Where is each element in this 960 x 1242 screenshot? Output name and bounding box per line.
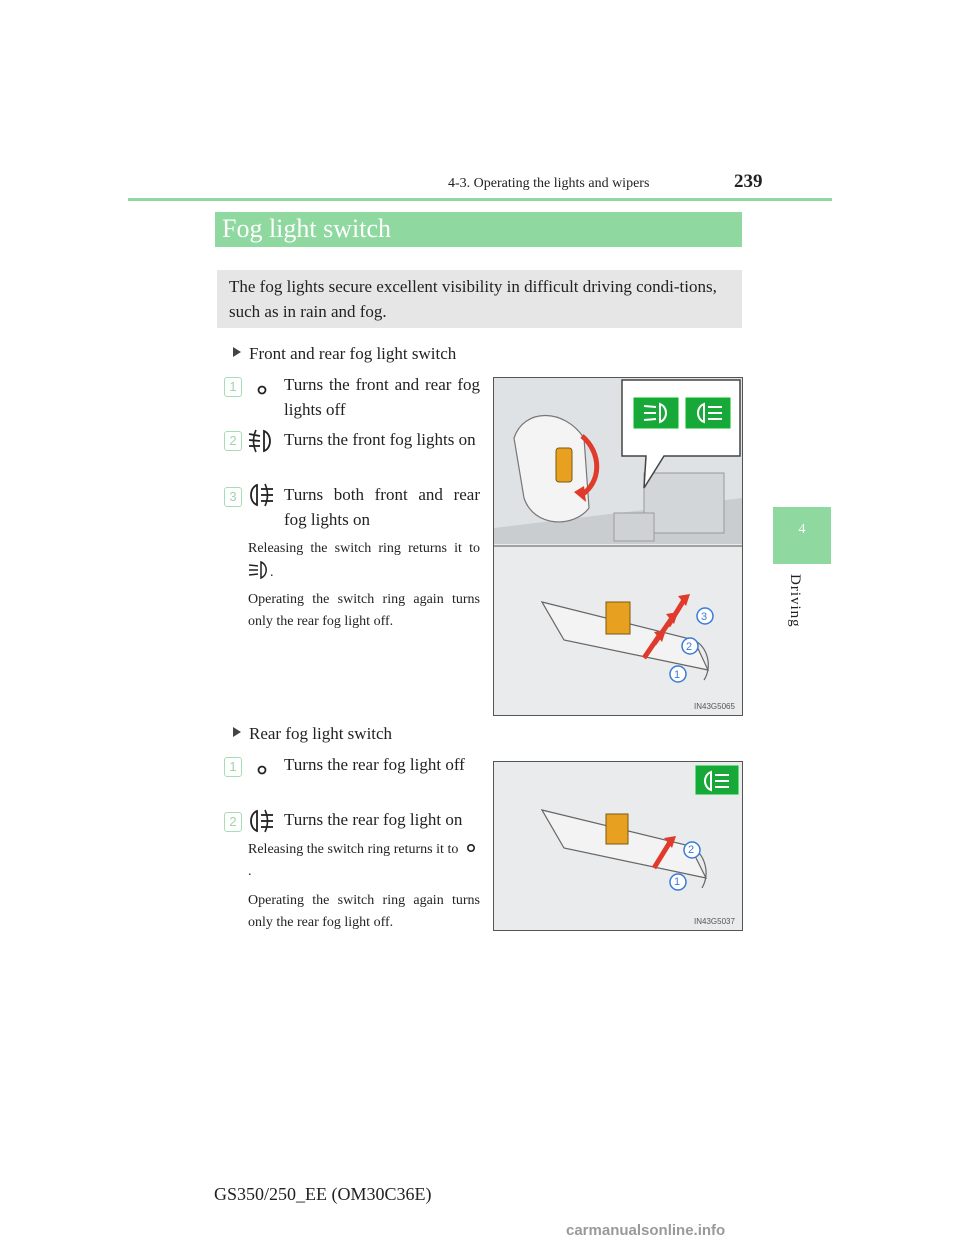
figure-callout-2: 2: [688, 844, 695, 856]
front-rear-switch-figure: [493, 377, 743, 716]
front-rear-note-2: Operating the switch ring again turns only the rear fog light off.: [248, 592, 480, 629]
figure-callout-2: 2: [686, 641, 693, 653]
item-number-badge: 1: [224, 757, 242, 777]
rear-switch-figure: [493, 761, 743, 931]
header-divider: [128, 198, 832, 201]
figure-callout-1: 1: [674, 669, 681, 681]
triangle-bullet-icon: [233, 347, 241, 357]
rear-note-1: Releasing the switch ring returns it to .: [248, 839, 480, 883]
front-rear-item-2: Turns the front fog lights on: [284, 430, 476, 449]
rear-fog-light-icon: [247, 808, 275, 834]
figure-code: IN43G5065: [694, 702, 735, 711]
item-number-badge: 3: [224, 487, 242, 507]
off-position-icon: [255, 383, 269, 397]
section-title: Fog light switch: [222, 214, 392, 243]
chapter-number: 4: [798, 522, 806, 537]
off-position-icon: [462, 841, 480, 855]
front-rear-item-1: Turns the front and rear fog lights off: [284, 375, 480, 419]
front-fog-light-icon: [247, 428, 275, 454]
front-rear-heading: Front and rear fog light switch: [233, 344, 456, 364]
rear-item-2: Turns the rear fog light on: [284, 810, 463, 829]
rear-fog-light-icon: [247, 482, 275, 508]
off-position-icon: [255, 763, 269, 777]
rear-item-1: Turns the rear fog light off: [284, 755, 465, 774]
watermark-site: carmanualsonline.info: [566, 1222, 726, 1239]
front-rear-note-1: Releasing the switch ring returns it to .: [248, 541, 480, 580]
front-rear-item-3: Turns both front and rear fog lights on: [284, 485, 480, 529]
triangle-bullet-icon: [233, 727, 241, 737]
footer-model: GS350/250_EE (OM30C36E): [214, 1184, 432, 1204]
section-header: 4-3. Operating the lights and wipers: [448, 176, 650, 191]
intro-text: The fog lights secure excellent visibility in difficult driving condi-tions, such as in rain and fog.: [229, 277, 717, 321]
figure-callout-3: 3: [701, 611, 708, 623]
figure-code: IN43G5037: [694, 917, 735, 926]
rear-heading: Rear fog light switch: [233, 724, 392, 744]
rear-note-2: Operating the switch ring again turns only the rear fog light off.: [248, 893, 480, 930]
figure-callout-1: 1: [674, 876, 681, 888]
chapter-label: Driving: [787, 574, 803, 628]
page-number: 239: [734, 171, 763, 192]
item-number-badge: 2: [224, 812, 242, 832]
item-number-badge: 2: [224, 431, 242, 451]
front-fog-light-icon: [248, 560, 270, 580]
item-number-badge: 1: [224, 377, 242, 397]
